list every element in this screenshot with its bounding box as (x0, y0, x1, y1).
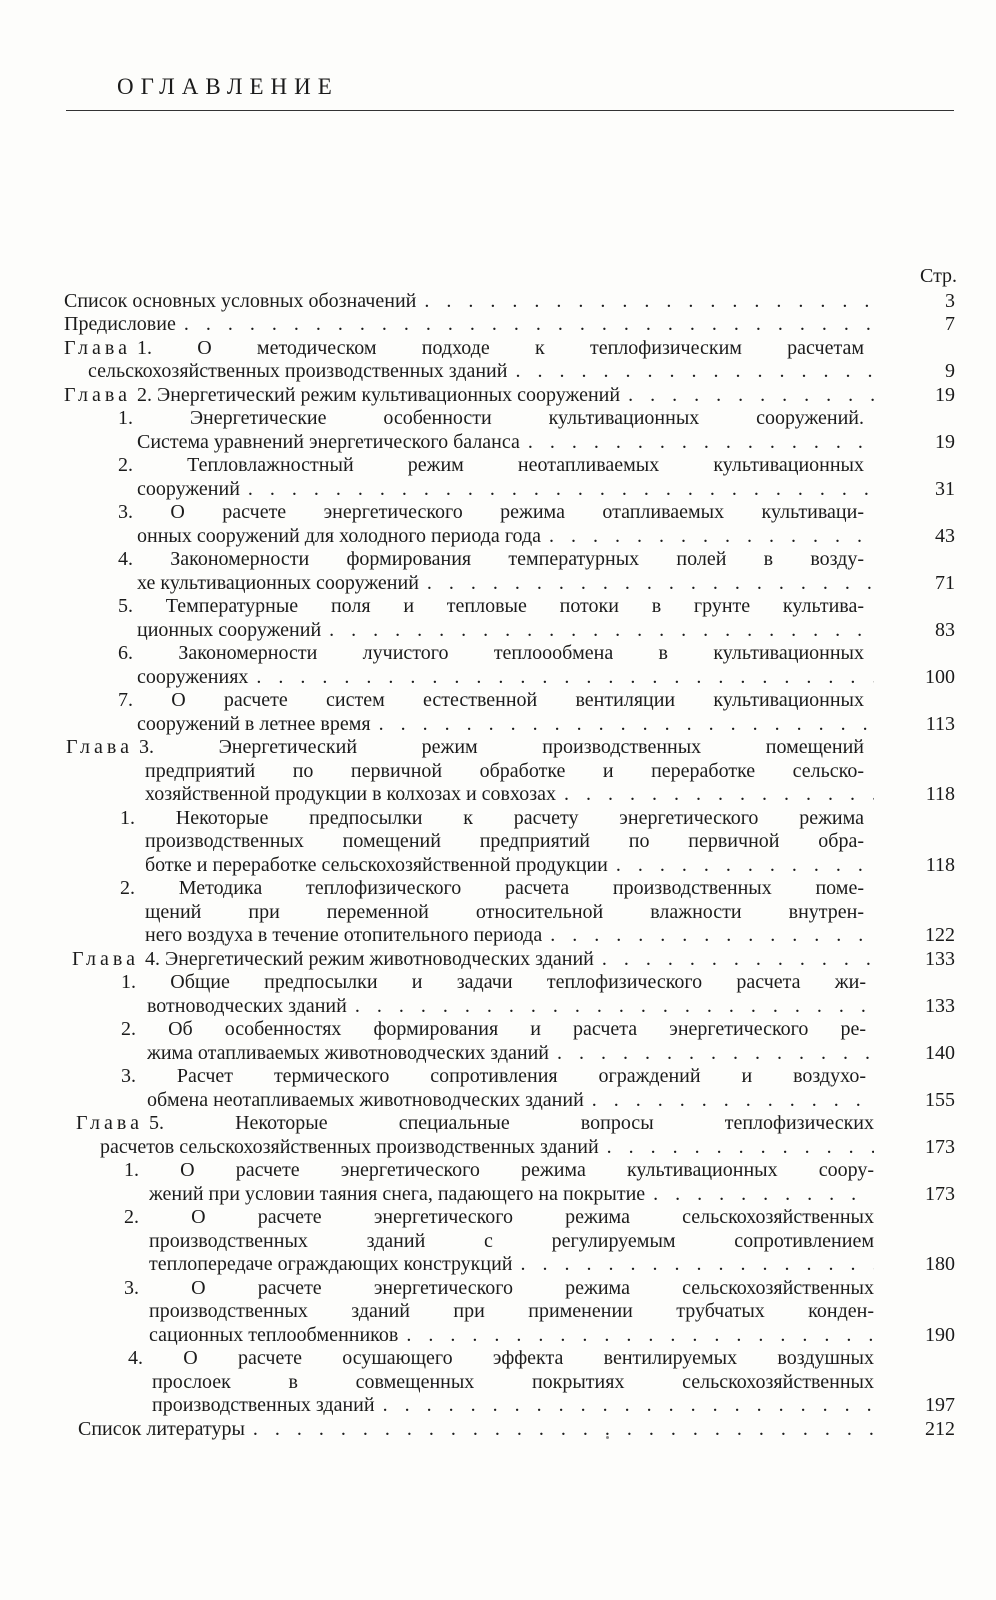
toc-entry-title: 4. Энергетический режим животноводческих зданий (144, 948, 594, 970)
toc-entry-title: производственных зданий при применении трубчатых конден- (149, 1300, 874, 1322)
toc-page-number: 118 (925, 854, 955, 876)
toc-entry-title: 4. О расчете осушающего эффекта вентилируемых воздушных (128, 1347, 874, 1369)
toc-section-entry[interactable] (0, 806, 996, 830)
toc-entry-continuation[interactable] (0, 712, 996, 736)
toc-section-entry[interactable] (0, 641, 996, 665)
leader-dots (248, 665, 874, 689)
toc-entry-title: 5. Температурные поля и тепловые потоки в грунте культива- (118, 595, 864, 617)
toc-section-entry[interactable] (0, 406, 996, 430)
toc-page-number: 19 (935, 431, 955, 453)
leader-dots (584, 1088, 874, 1112)
leader-dots (608, 853, 874, 877)
leader-dots (416, 289, 874, 313)
toc-section-entry[interactable] (0, 500, 996, 524)
toc-section-entry[interactable] (0, 1064, 996, 1088)
toc-entry-title: 2. Тепловлажностный режим неотапливаемых культивационных (118, 454, 864, 476)
leader-dots (594, 947, 874, 971)
toc-page-number: 100 (925, 666, 955, 688)
toc-entry-title: сооружений (137, 478, 240, 500)
toc-entry-title: 2. Об особенностях формирования и расчета энергетического ре- (121, 1018, 866, 1040)
toc-entry-title: производственных зданий с регулируемым сопротивлением (149, 1230, 874, 1252)
toc-entry-continuation[interactable] (0, 477, 996, 501)
leader-dots (245, 1417, 874, 1441)
toc-page-number: 133 (925, 948, 955, 970)
toc-page-number: 9 (945, 360, 955, 382)
toc-entry-title: щений при переменной относительной влажности внутрен- (145, 901, 864, 923)
toc-entry-title: 1. О методическом подходе к теплофизическим расчетам (136, 337, 864, 359)
toc-entry-continuation[interactable] (0, 1041, 996, 1065)
toc-chapter-entry[interactable] (0, 947, 996, 971)
leader-dots (419, 571, 874, 595)
toc-entry-continuation[interactable] (0, 1393, 996, 1417)
leader-dots (645, 1182, 874, 1206)
toc-page-number: 140 (925, 1042, 955, 1064)
toc-entry-title: онных сооружений для холодного периода года (137, 525, 541, 547)
leader-dots (513, 1252, 874, 1276)
toc-entry-title: производственных зданий (152, 1394, 375, 1416)
toc-section-entry[interactable] (0, 1205, 996, 1229)
toc-page-number: 212 (925, 1418, 955, 1440)
leader-dots (371, 712, 874, 736)
leader-dots (507, 359, 874, 383)
toc-page-number: 155 (925, 1089, 955, 1111)
toc-entry-title: 3. Расчет термического сопротивления ограждений и воздухо- (121, 1065, 866, 1087)
toc-entry-title: Список литературы (78, 1418, 245, 1440)
toc-page-number: 190 (925, 1324, 955, 1346)
chapter-prefix: Глава (72, 948, 139, 970)
toc-entry-continuation[interactable] (0, 1299, 996, 1323)
toc-entry-title: 2. Энергетический режим культивационных сооружений (136, 384, 621, 406)
toc-entry-title: 6. Закономерности лучистого теплоообмена в культивационных (118, 642, 864, 664)
toc-entry-continuation[interactable] (0, 1135, 996, 1159)
toc-entry-title: 4. Закономерности формирования температурных полей в возду- (118, 548, 864, 570)
toc-entry-title: сооружений в летнее время (137, 713, 371, 735)
toc-page-number: 113 (925, 713, 955, 735)
toc-entry-continuation[interactable] (0, 1182, 996, 1206)
toc-entry[interactable] (0, 289, 996, 313)
toc-chapter-entry[interactable] (0, 383, 996, 407)
toc-entry-continuation[interactable] (0, 1323, 996, 1347)
toc-entry-continuation[interactable] (0, 524, 996, 548)
heading-rule (66, 110, 954, 111)
toc-entry[interactable] (0, 312, 996, 336)
page-column-label: Стр. (920, 265, 958, 287)
toc-entry-continuation[interactable] (0, 618, 996, 642)
toc-entry-title: Система уравнений энергетического баланса (137, 431, 520, 453)
toc-entry-title: хозяйственной продукции в колхозах и совхозах (145, 783, 557, 805)
toc-chapter-entry[interactable] (0, 1111, 996, 1135)
toc-entry-title: него воздуха в течение отопительного периода (145, 924, 543, 946)
leader-dots (620, 383, 874, 407)
toc-entry-title: 7. О расчете систем естественной вентиляции культивационных (118, 689, 864, 711)
toc-page-number: 7 (945, 313, 955, 335)
toc-page-number: 31 (935, 478, 955, 500)
leader-dots (520, 430, 874, 454)
toc-entry[interactable] (0, 1417, 996, 1441)
toc-entry-title: предприятий по первичной обработке и переработке сельско- (145, 760, 864, 782)
leader-dots (541, 524, 874, 548)
toc-entry-continuation[interactable] (0, 923, 996, 947)
toc-entry-title: производственных помещений предприятий по первичной обра- (145, 830, 864, 852)
chapter-prefix: Глава (66, 736, 133, 758)
toc-entry-title: ционных сооружений (137, 619, 322, 641)
toc-page-number: 43 (935, 525, 955, 547)
toc-entry-title: сооружениях (137, 666, 249, 688)
toc-entry-continuation[interactable] (0, 759, 996, 783)
leader-dots (398, 1323, 874, 1347)
toc-entry-title: вотноводческих зданий (147, 995, 347, 1017)
toc-entry-title: 3. Энергетический режим производственных помещений (138, 736, 864, 758)
leader-dots (542, 923, 874, 947)
toc-page-number: 133 (925, 995, 955, 1017)
leader-dots (599, 1135, 874, 1159)
toc-entry-title: 1. Общие предпосылки и задачи теплофизического расчета жи- (121, 971, 866, 993)
leader-dots (556, 782, 874, 806)
toc-section-entry[interactable] (0, 688, 996, 712)
toc-entry-continuation[interactable] (0, 900, 996, 924)
toc-entry-continuation[interactable] (0, 571, 996, 595)
toc-entry-continuation[interactable] (0, 829, 996, 853)
toc-entry-title: 5. Некоторые специальные вопросы теплофизических (148, 1112, 874, 1134)
toc-section-entry[interactable] (0, 876, 996, 900)
toc-entry-continuation[interactable] (0, 665, 996, 689)
toc-section-entry[interactable] (0, 1017, 996, 1041)
leader-dots (321, 618, 874, 642)
leader-dots (240, 477, 874, 501)
toc-entry-continuation[interactable] (0, 994, 996, 1018)
toc-entry-title: 2. О расчете энергетического режима сельскохозяйственных (124, 1206, 874, 1228)
toc-entry-title: прослоек в совмещенных покрытиях сельскохозяйственных (152, 1371, 874, 1393)
toc-entry-title: 3. О расчете энергетического режима сельскохозяйственных (124, 1277, 874, 1299)
page-heading: ОГЛАВЛЕНИЕ (117, 74, 339, 99)
chapter-prefix: Глава (76, 1112, 143, 1134)
toc-entry-title: 1. Энергетические особенности культивационных сооружений. (118, 407, 864, 429)
toc-entry-title: 1. О расчете энергетического режима культивационных соору- (124, 1159, 874, 1181)
toc-page-number: 118 (925, 783, 955, 805)
toc-entry-title: сационных теплообменников (149, 1324, 399, 1346)
toc-entry-continuation[interactable] (0, 1088, 996, 1112)
toc-entry-continuation[interactable] (0, 430, 996, 454)
toc-section-entry[interactable] (0, 547, 996, 571)
toc-section-entry[interactable] (0, 1276, 996, 1300)
toc-section-entry[interactable] (0, 453, 996, 477)
toc-page-number: 122 (925, 924, 955, 946)
toc-section-entry[interactable] (0, 594, 996, 618)
toc-section-entry[interactable] (0, 1158, 996, 1182)
toc-entry-title: Список основных условных обозначений (64, 290, 417, 312)
toc-page-number: 19 (935, 384, 955, 406)
chapter-prefix: Глава (64, 337, 131, 359)
toc-chapter-entry[interactable] (0, 336, 996, 360)
toc-entry-title: хе культивационных сооружений (137, 572, 419, 594)
leader-dots (549, 1041, 874, 1065)
toc-page-number: 3 (945, 290, 955, 312)
toc-entry-title: 3. О расчете энергетического режима отапливаемых культиваци- (118, 501, 864, 523)
toc-entry-continuation[interactable] (0, 1229, 996, 1253)
toc-page-number: 83 (935, 619, 955, 641)
toc-entry-title: обмена неотапливаемых животноводческих зданий (147, 1089, 584, 1111)
toc-page-number: 197 (925, 1394, 955, 1416)
toc-entry-title: сельскохозяйственных производственных зданий (88, 360, 508, 382)
toc-entry-title: 2. Методика теплофизического расчета производственных поме- (120, 877, 864, 899)
toc-entry-title: жений при условии таяния снега, падающего на покрытие (149, 1183, 646, 1205)
toc-entry-title: 1. Некоторые предпосылки к расчету энергетического режима (120, 807, 864, 829)
toc-chapter-entry[interactable] (0, 735, 996, 759)
toc-entry-continuation[interactable] (0, 1252, 996, 1276)
toc-entry-continuation[interactable] (0, 782, 996, 806)
chapter-prefix: Глава (64, 384, 131, 406)
toc-section-entry[interactable] (0, 970, 996, 994)
toc-page-number: 71 (935, 572, 955, 594)
toc-entry-title: жима отапливаемых животноводческих зданий (147, 1042, 550, 1064)
toc-page-number: 173 (925, 1136, 955, 1158)
toc-entry-title: теплопередаче ограждающих конструкций (149, 1253, 513, 1275)
leader-dots (347, 994, 874, 1018)
toc-entry-continuation[interactable] (0, 1370, 996, 1394)
toc-entry-title: расчетов сельскохозяйственных производственных зданий (100, 1136, 599, 1158)
toc-page-number: 180 (925, 1253, 955, 1275)
toc-entry-continuation[interactable] (0, 853, 996, 877)
leader-dots (176, 312, 874, 336)
leader-dots (375, 1393, 874, 1417)
print-speck (606, 1436, 609, 1439)
toc-entry-title: Предисловие (64, 313, 176, 335)
toc-section-entry[interactable] (0, 1346, 996, 1370)
toc-entry-title: ботке и переработке сельскохозяйственной продукции (145, 854, 608, 876)
toc-entry-continuation[interactable] (0, 359, 996, 383)
toc-page-number: 173 (925, 1183, 955, 1205)
